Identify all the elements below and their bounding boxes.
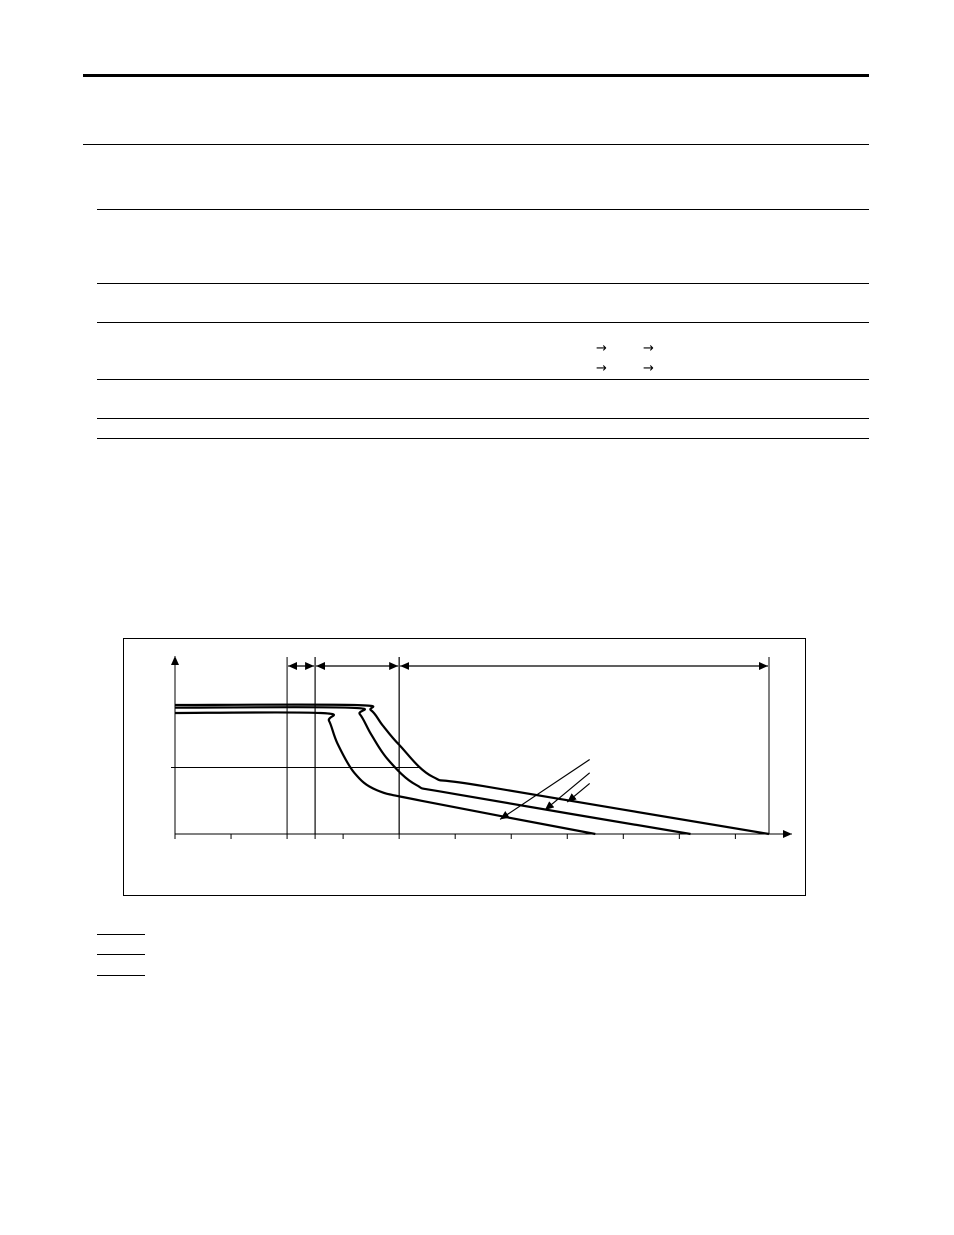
right-arrow-icon: →	[643, 341, 654, 356]
right-arrow-icon: →	[596, 341, 607, 356]
header-rule	[83, 74, 869, 77]
series-curve	[175, 712, 595, 834]
table-top-rule	[83, 144, 869, 145]
legend-line	[97, 934, 145, 935]
series-curve	[175, 705, 769, 834]
callout-arrow	[545, 773, 590, 810]
series-curve	[175, 707, 691, 834]
table-bottom-rule	[97, 438, 869, 439]
table-row-divider	[97, 379, 869, 380]
legend-line	[97, 975, 145, 976]
right-arrow-icon: →	[596, 361, 607, 376]
right-arrow-icon: →	[643, 361, 654, 376]
table-row-divider	[97, 209, 869, 210]
callout-arrow	[567, 783, 589, 802]
table-row-divider	[97, 283, 869, 284]
speed-torque-chart	[124, 639, 805, 895]
figure-frame	[123, 638, 806, 896]
table-row-divider	[97, 322, 869, 323]
table-row-divider	[97, 418, 869, 419]
legend-line	[97, 954, 145, 955]
